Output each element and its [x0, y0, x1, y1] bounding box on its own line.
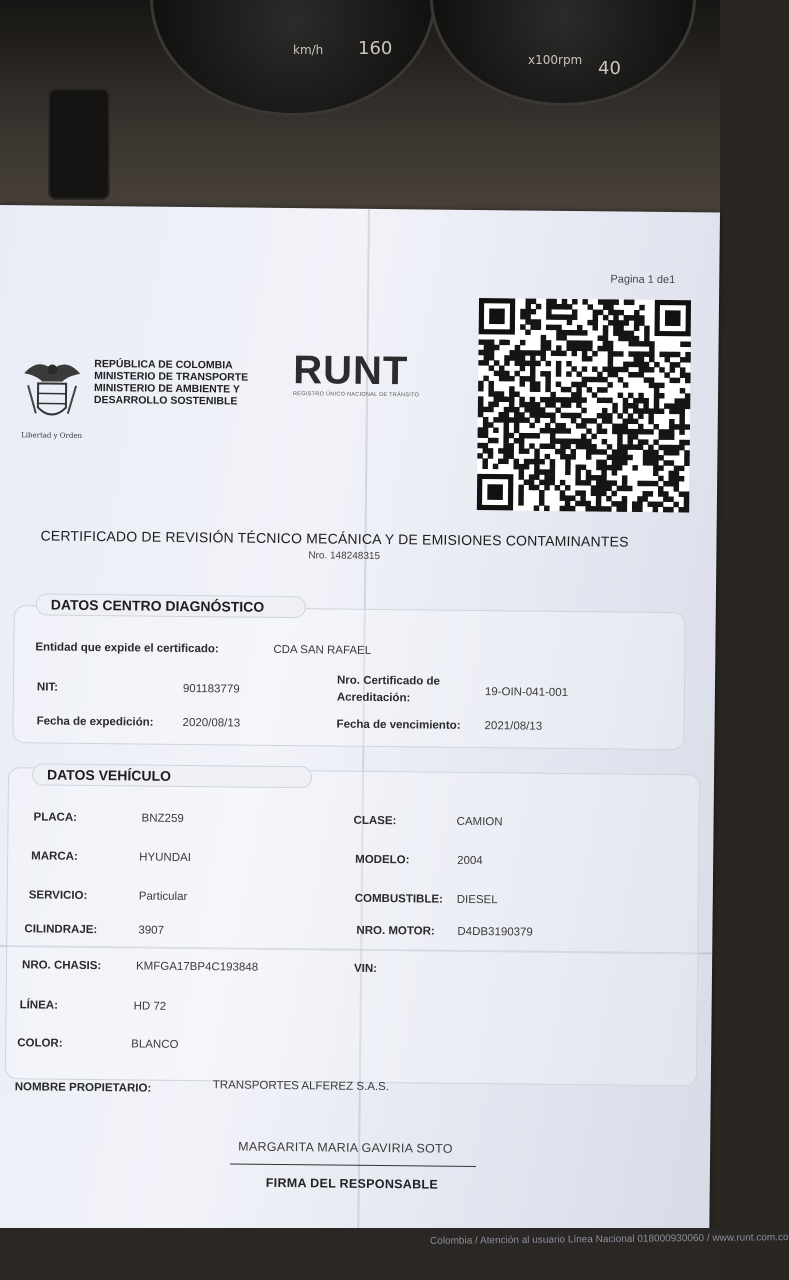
entidad-label: Entidad que expide el certificado: [35, 641, 219, 656]
ministry-line: MINISTERIO DE TRANSPORTE [94, 369, 249, 384]
clase-label: CLASE: [353, 814, 397, 828]
runt-logo-word: RUNT [293, 348, 409, 394]
ministry-line: REPÚBLICA DE COLOMBIA [94, 357, 233, 372]
placa-label: PLACA: [33, 811, 78, 824]
speed-unit: km/h [293, 43, 324, 57]
acreditacion-value: 19-OIN-041-001 [484, 686, 569, 699]
colombia-coat-of-arms-icon [17, 355, 86, 451]
marca-value: HYUNDAI [139, 851, 192, 865]
responsable-name: MARGARITA MARIA GAVIRIA SOTO [238, 1139, 453, 1156]
seal-motto: Libertad y Orden [21, 431, 83, 440]
color-label: COLOR: [17, 1037, 63, 1050]
modelo-label: MODELO: [355, 853, 410, 867]
servicio-value: Particular [138, 890, 188, 903]
centro-section-title: DATOS CENTRO DIAGNÓSTICO [36, 593, 306, 618]
ministry-line: DESARROLLO SOSTENIBLE [93, 393, 238, 408]
chasis-value: KMFGA17BP4C193848 [135, 960, 259, 974]
rpm-max: 40 [598, 58, 621, 79]
linea-label: LÍNEA: [19, 999, 59, 1012]
dashboard-background [0, 0, 720, 240]
signature-line [230, 1163, 476, 1167]
ministries-header [94, 358, 274, 408]
combustible-value: DIESEL [456, 893, 498, 907]
certificate-title: CERTIFICADO DE REVISIÓN TÉCNICO MECÁNICA Y DE EMISIONES CONTAMINANTES [40, 527, 629, 550]
vin-label: VIN: [353, 962, 378, 975]
propietario-label: NOMBRE PROPIETARIO: [14, 1081, 152, 1095]
fecha-vencimiento-value: 2021/08/13 [484, 720, 543, 733]
speed-max: 160 [358, 38, 393, 59]
tachometer [430, 0, 696, 106]
cilindraje-value: 3907 [138, 924, 165, 937]
color-value: BLANCO [131, 1038, 179, 1051]
dashboard-knob [48, 88, 110, 200]
fecha-vencimiento-label: Fecha de vencimiento: [336, 718, 461, 732]
modelo-value: 2004 [457, 854, 483, 868]
motor-label: NRO. MOTOR: [356, 924, 435, 938]
marca-label: MARCA: [31, 850, 78, 863]
ministry-line: MINISTERIO DE AMBIENTE Y [94, 381, 241, 396]
nit-label: NIT: [36, 681, 59, 694]
propietario-value: TRANSPORTES ALFEREZ S.A.S. [212, 1079, 390, 1094]
nit-value: 901183779 [182, 682, 240, 696]
speedometer [150, 0, 436, 116]
vehiculo-section-title: DATOS VEHÍCULO [32, 763, 312, 788]
runt-logo [293, 348, 420, 398]
signature-label: FIRMA DEL RESPONSABLE [265, 1175, 439, 1192]
qr-code-icon [477, 298, 691, 512]
page-number: Pagina 1 de1 [610, 273, 676, 287]
clase-value: CAMION [456, 815, 503, 829]
vehiculo-panel [5, 767, 700, 1086]
servicio-label: SERVICIO: [28, 889, 88, 902]
combustible-label: COMBUSTIBLE: [354, 892, 443, 906]
fecha-expedicion-value: 2020/08/13 [182, 716, 241, 730]
linea-value: HD 72 [133, 1000, 167, 1013]
certificate-number: Nro. 148248315 [308, 550, 381, 562]
cilindraje-label: CILINDRAJE: [24, 923, 98, 937]
chasis-label: NRO. CHASIS: [21, 959, 102, 973]
placa-value: BNZ259 [141, 812, 184, 825]
footer-text: Colombia / Atención al usuario Línea Nacional 018000930060 / www.runt.com.co [429, 1232, 789, 1247]
entidad-value: CDA SAN RAFAEL [273, 643, 372, 657]
rpm-unit: x100rpm [528, 53, 583, 67]
fecha-expedicion-label: Fecha de expedición: [36, 715, 154, 729]
acreditacion-label: Nro. Certificado de Acreditación: [336, 674, 440, 705]
motor-value: D4DB3190379 [457, 925, 533, 939]
certificate-paper [0, 205, 720, 1257]
runt-logo-subtitle: REGISTRO ÚNICO NACIONAL DE TRÁNSITO [293, 391, 420, 399]
